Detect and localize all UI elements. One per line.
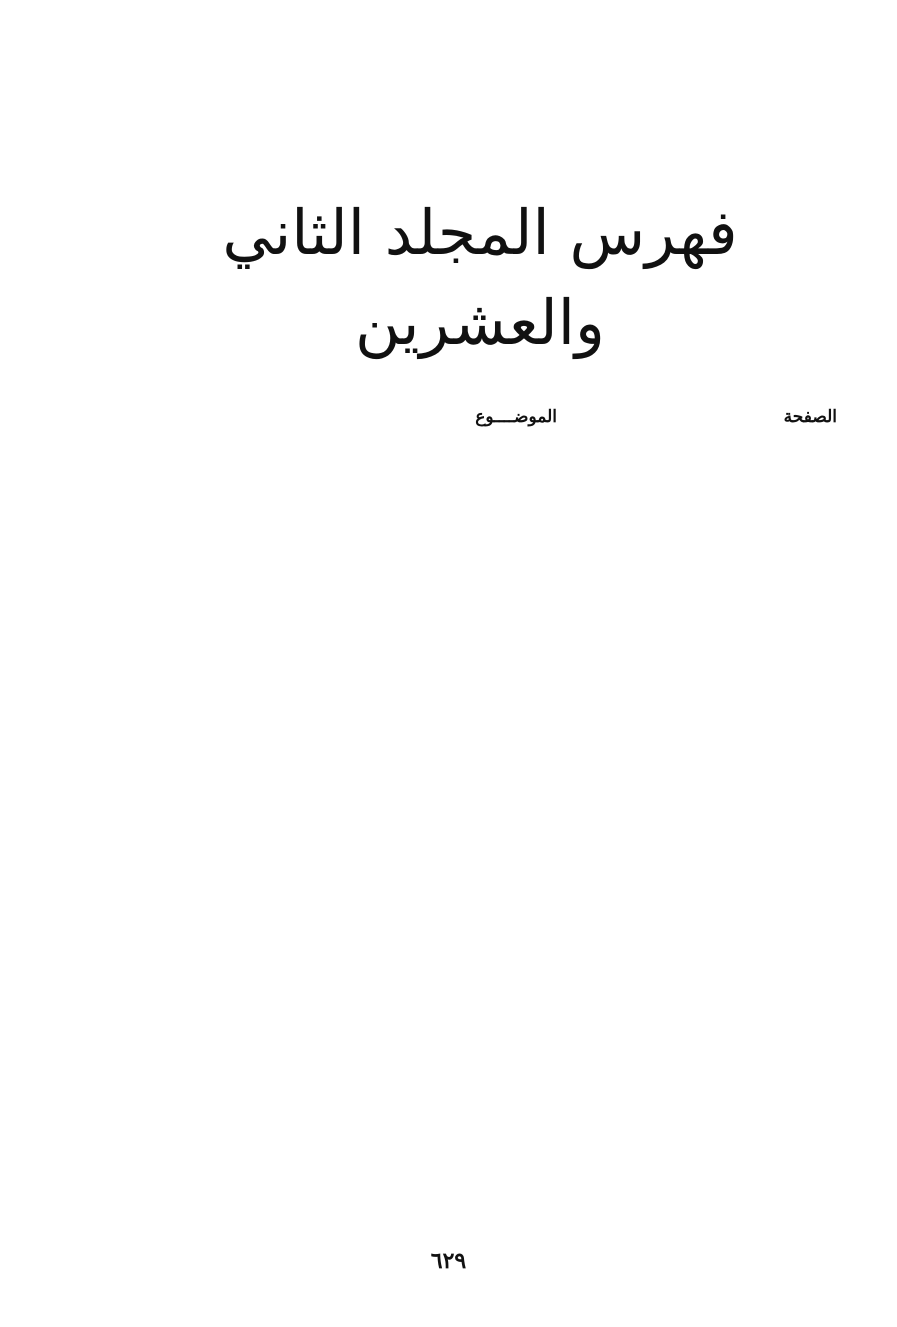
column-header-topic: الموضــــوع [475, 407, 557, 427]
page-number: ٦٢٩ [430, 1248, 467, 1274]
column-header-page: الصفحة [783, 407, 837, 427]
page-title: فهرس المجلد الثاني والعشرين [222, 196, 738, 359]
